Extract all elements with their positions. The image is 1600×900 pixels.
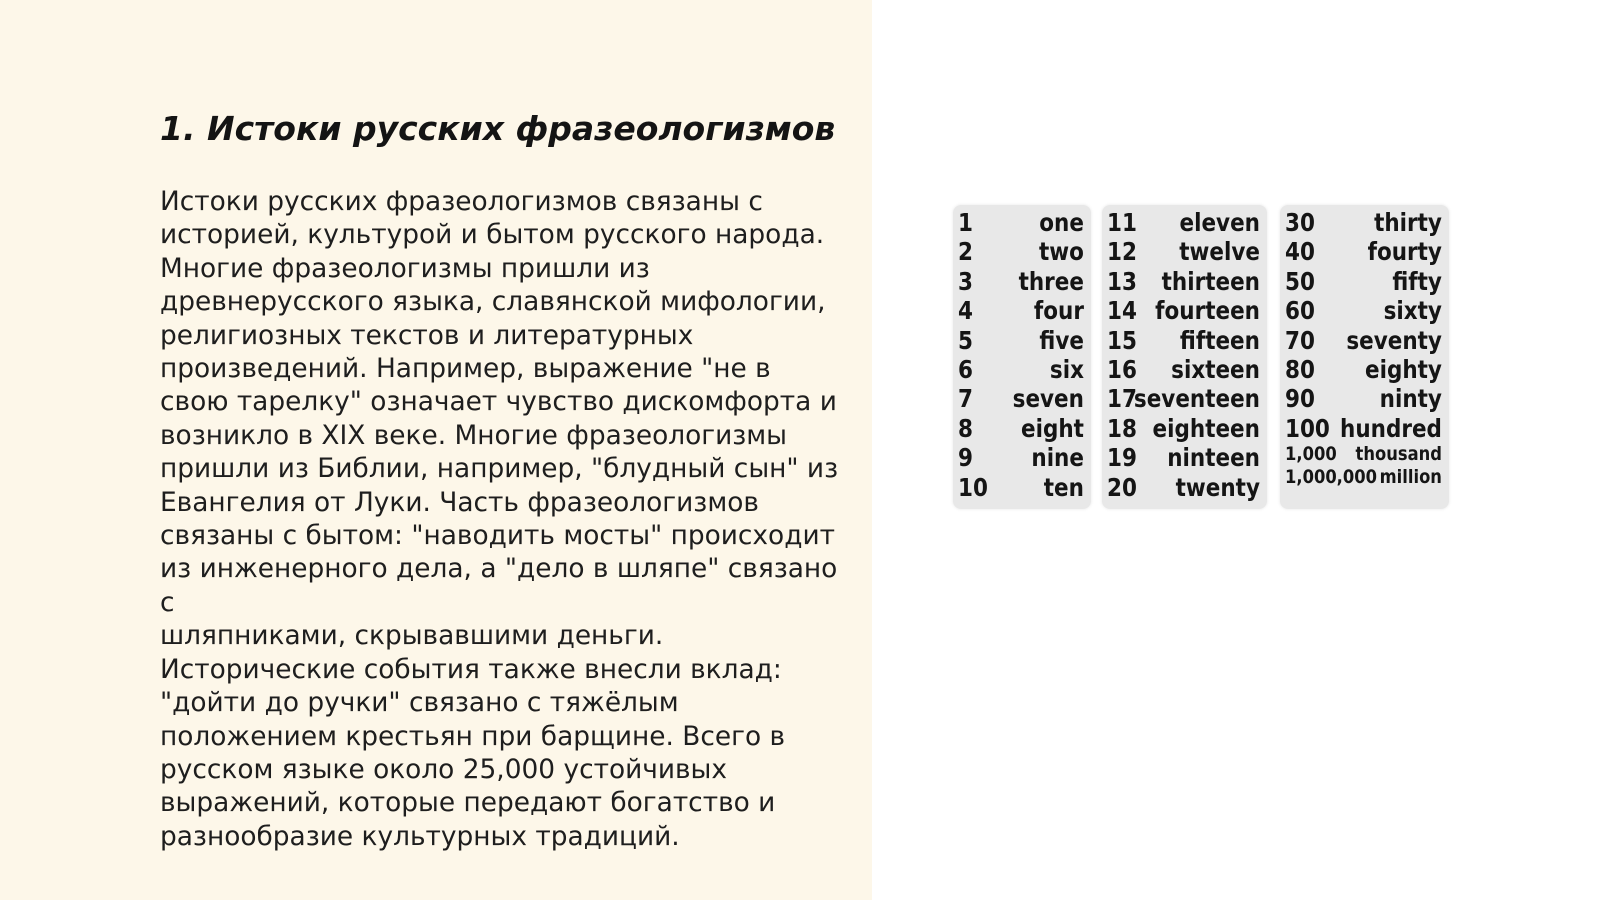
number-word: twenty — [1175, 472, 1260, 502]
number-row — [958, 473, 1084, 502]
number-word: ten — [1043, 472, 1084, 502]
number-digits: 11 — [1107, 208, 1137, 237]
number-word: thirteen — [1161, 266, 1260, 296]
number-digits: 8 — [958, 413, 973, 443]
number-row — [1285, 443, 1442, 466]
number-row — [1285, 466, 1442, 489]
number-word: three — [1018, 266, 1084, 296]
number-word: two — [1039, 237, 1084, 267]
slide-title: 1. Истоки русских фразеологизмов — [160, 109, 836, 148]
number-digits: 7 — [958, 384, 973, 414]
number-row — [958, 384, 1084, 413]
number-word: sixteen — [1171, 355, 1260, 384]
number-word: nine — [1031, 443, 1084, 473]
number-word: thousand — [1355, 443, 1442, 466]
number-row — [1107, 414, 1260, 443]
number-row — [958, 267, 1084, 296]
number-digits: 80 — [1285, 355, 1315, 384]
number-digits: 2 — [958, 237, 973, 267]
number-row — [1285, 237, 1442, 266]
number-row — [1285, 384, 1442, 413]
number-word: eighty — [1365, 355, 1442, 384]
number-digits: 17 — [1107, 384, 1137, 414]
number-word: fourteen — [1155, 296, 1260, 326]
number-row — [1285, 414, 1442, 443]
number-word: fifteen — [1179, 325, 1260, 355]
number-word: eleven — [1179, 208, 1260, 237]
numbers-column-3 — [1280, 205, 1449, 509]
number-digits: 3 — [958, 266, 973, 296]
number-word: eight — [1021, 413, 1084, 443]
number-digits: 90 — [1285, 384, 1315, 414]
number-word: five — [1039, 325, 1084, 355]
number-digits: 19 — [1107, 443, 1137, 473]
number-digits: 1,000 — [1285, 443, 1337, 466]
number-word: seventeen — [1133, 384, 1260, 414]
number-word: million — [1379, 466, 1442, 489]
number-word: seventy — [1346, 325, 1442, 355]
number-word: thirty — [1374, 208, 1442, 237]
number-row — [958, 326, 1084, 355]
number-row — [1107, 296, 1260, 325]
number-digits: 15 — [1107, 325, 1137, 355]
number-digits: 6 — [958, 355, 973, 384]
number-row — [1107, 237, 1260, 266]
number-word: ninteen — [1167, 443, 1260, 473]
number-digits: 9 — [958, 443, 973, 473]
number-row — [1107, 473, 1260, 502]
numbers-column-1 — [953, 205, 1091, 509]
number-digits: 1,000,000 — [1285, 466, 1378, 489]
number-row — [958, 208, 1084, 237]
number-digits: 16 — [1107, 355, 1137, 384]
number-row — [958, 355, 1084, 384]
number-digits: 100 — [1285, 413, 1330, 443]
number-digits: 50 — [1285, 266, 1315, 296]
number-digits: 12 — [1107, 237, 1137, 267]
number-row — [1107, 267, 1260, 296]
number-digits: 13 — [1107, 266, 1137, 296]
number-row — [1285, 296, 1442, 325]
number-row — [1107, 326, 1260, 355]
number-row — [1285, 267, 1442, 296]
slide-body-text: Истоки русских фразеологизмов связаны с историей, культурой и бытом русского народа. Многие фразеологизмы пришли из древнерусского языка, славянской мифологии, религиозных текстов и литературных произведений. Например, выражение "не в свою тарелку" означает чувство дискомфорта и возникло в XIX веке. Многие фразеологизмы пришли из Библии, например, "блудный сын" из Евангелия от Луки. Часть фразеологизмов связаны с бытом: "наводить мосты" происходит из инженерного дела, а "дело в шляпе" связано с шляпниками, скрывавшими деньги. Исторические события также внесли вклад: "дойти до ручки" связано с тяжёлым положением крестьян при барщине. Всего в русском языке около 25,000 устойчивых выражений, которые передают богатство и разнообразие культурных традиций. — [160, 186, 839, 852]
number-digits: 4 — [958, 296, 973, 326]
number-word: twelve — [1179, 237, 1260, 267]
number-row — [958, 443, 1084, 472]
number-word: six — [1049, 355, 1084, 384]
number-word: hundred — [1340, 413, 1442, 443]
number-word: eighteen — [1152, 413, 1260, 443]
number-word: fourty — [1367, 237, 1442, 267]
number-digits: 70 — [1285, 325, 1315, 355]
number-row — [958, 237, 1084, 266]
number-word: one — [1039, 208, 1084, 237]
number-digits: 40 — [1285, 237, 1315, 267]
number-row — [958, 414, 1084, 443]
number-digits: 5 — [958, 325, 973, 355]
number-row — [1107, 355, 1260, 384]
number-word: four — [1033, 296, 1084, 326]
number-row — [1285, 355, 1442, 384]
number-row — [1107, 384, 1260, 413]
number-row — [1107, 208, 1260, 237]
number-word: fifty — [1392, 266, 1442, 296]
english-numbers-image — [953, 205, 1449, 509]
number-row — [1107, 443, 1260, 472]
number-digits: 1 — [958, 208, 973, 237]
numbers-column-2 — [1102, 205, 1267, 509]
number-digits: 20 — [1107, 472, 1137, 502]
number-word: ninty — [1379, 384, 1442, 414]
number-word: sixty — [1383, 296, 1442, 326]
number-word: seven — [1012, 384, 1084, 414]
number-row — [1285, 326, 1442, 355]
number-digits: 60 — [1285, 296, 1315, 326]
number-digits: 14 — [1107, 296, 1137, 326]
number-digits: 30 — [1285, 208, 1315, 237]
number-row — [1285, 208, 1442, 237]
number-digits: 10 — [958, 472, 988, 502]
number-digits: 18 — [1107, 413, 1137, 443]
number-row — [958, 296, 1084, 325]
